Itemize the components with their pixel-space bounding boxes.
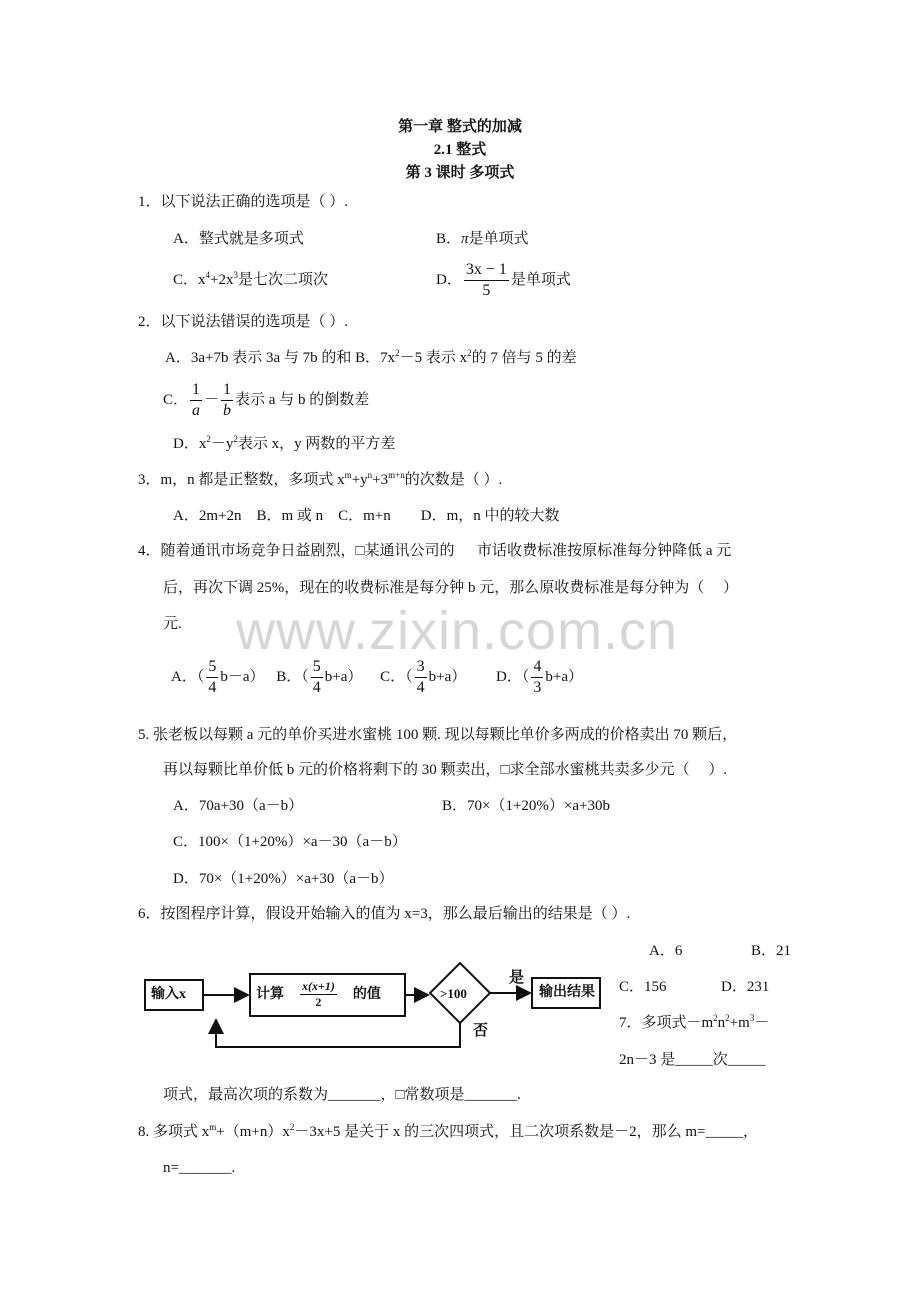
q1-option-d: D． $\frac{3x - 1}{5}$ 是单项式 (436, 261, 571, 300)
chapter-title: 第一章 整式的加减 (398, 119, 522, 135)
q4-line2: 后，再次下调 25%，现在的收费标准是每分钟 b 元，那么原收费标准是每分钟为（ ） (163, 580, 738, 596)
q5-option-c: C．100×（1+20%）×a－30（a－b） (173, 834, 407, 850)
q5-line2: 再以每颗比单价低 b 元的价格将剩下的 30 颗卖出，□求全部水蜜桃共卖多少元（ ）. (163, 762, 728, 778)
flow-calc-label: 计算 $\frac{x(x+1)}{2}$ 的值 (256, 979, 381, 1010)
q5-option-a: A．70a+30（a－b） (173, 798, 304, 814)
flow-input-label: 输入x (151, 987, 186, 1002)
q6-option-a: A．6 (649, 943, 683, 959)
q3-options: A．2m+2n B．m 或 n C．m+n D．m，n 中的较大数 (173, 508, 560, 524)
q7-line3: 项式，最高次项的系数为_______，□常数项是_______. (163, 1087, 521, 1103)
q5-option-d: D．70×（1+20%）×a+30（a－b） (173, 871, 394, 887)
flow-output-label: 输出结果 (539, 985, 595, 1000)
flow-condition-label: >100 (440, 986, 467, 1001)
q2-option-d: D．$x^2-y^2$表示 x，y 两数的平方差 (173, 434, 396, 452)
q5-line1: 5. 张老板以每颗 a 元的单价买进水蜜桃 100 颗. 现以每颗比单价多两成的价格卖出 70 颗后， (138, 727, 738, 743)
watermark: www.zixin.com.cn (236, 601, 679, 661)
flow-no-label: 否 (473, 1023, 489, 1039)
q7-line2: 2n－3 是_____次_____ (619, 1052, 766, 1068)
lesson-title: 第 3 课时 多项式 (405, 165, 515, 181)
section-title: 2.1 整式 (433, 142, 487, 158)
flow-yes-label: 是 (509, 970, 525, 986)
q3-stem: 3．m，n 都是正整数，多项式 $x^m+y^n+3^{m+n}$的次数是（ ）. (138, 470, 503, 488)
q4-options: A．（ $\frac{5}{4}$ b－a） B．（ $\frac{5}{4}$ b+a） C．（ $\frac{3}{4}$ b+a） D．（ $\frac{4}{3}$ b+a） (171, 658, 584, 697)
q2-stem: 2．以下说法错误的选项是（ ）. (138, 314, 349, 330)
q6-option-d: D．231 (721, 979, 770, 995)
q4-line1: 4．随着通讯市场竞争日益剧烈，□某通讯公司的 市话收费标准按原标准每分钟降低 a 元 (138, 543, 732, 559)
q2-option-c: C． $\frac{1}{a}$ － $\frac{1}{b}$ 表示 a 与 b 的倒数差 (163, 381, 370, 420)
q5-option-b: B．70×（1+20%）×a+30b (442, 798, 610, 814)
q6-option-b: B．21 (751, 943, 792, 959)
q7-line1: 7．多项式$-m^2n^2+m^3-$ (619, 1013, 770, 1031)
q8-line2: n=_______. (163, 1160, 236, 1176)
q6-stem: 6．按图程序计算，假设开始输入的值为 x=3，那么最后输出的结果是（ ）. (138, 906, 631, 922)
q4-line3: 元. (163, 616, 182, 632)
loop-back-arrow (216, 1020, 460, 1047)
q1-option-b: B．π是单项式 (436, 231, 529, 247)
q1-option-a: A．整式就是多项式 (173, 231, 304, 247)
q8-line1: 8. 多项式 $x^m+(m+n)x^2-3x+5$ 是关于 x 的三次四项式，且二次项系数是－2，那么 m=_____， (138, 1122, 758, 1140)
q1-stem: 1．以下说法正确的选项是（ ）. (138, 194, 349, 210)
q1-option-c: C．$x^4+2x^3$是七次二项次 (173, 270, 328, 288)
q6-option-c: C．156 (619, 979, 667, 995)
q2-options-ab: A．3a+7b 表示 3a 与 7b 的和 B．$7x^2-5$ 表示 $x^2$的 7 倍与 5 的差 (165, 348, 577, 366)
